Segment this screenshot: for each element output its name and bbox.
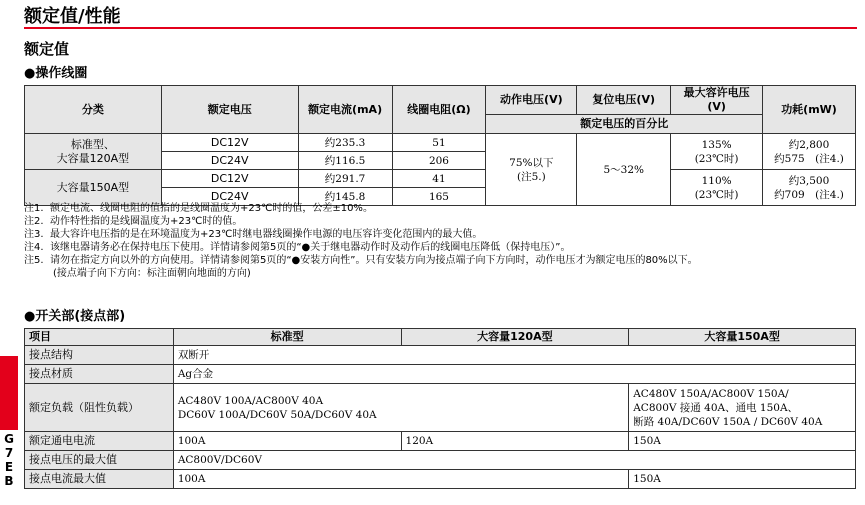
note-text: 动作特性指的是线圈温度为+23℃时的值。 <box>50 216 243 227</box>
row-value: AC800V/DC60V <box>173 451 855 470</box>
header-rated-current: 额定电流(mA) <box>298 86 392 134</box>
max-voltage-value: 110% <box>701 174 732 187</box>
side-product-code: G7EB <box>4 432 14 488</box>
row-value: Ag合金 <box>173 365 855 384</box>
row-value: 120A <box>401 432 629 451</box>
note-number: 注3. <box>24 229 44 240</box>
current-cell: 约145.8 <box>298 188 392 206</box>
note-number: 注2. <box>24 216 44 227</box>
notes-block <box>24 202 698 280</box>
rated-load-line: AC480V 150A/AC800V 150A/ <box>633 387 789 400</box>
side-tab <box>0 356 18 430</box>
power-value: 约2,800 <box>788 138 830 151</box>
power-cell <box>763 170 856 206</box>
table-row <box>25 134 856 152</box>
note-number: 注4. <box>24 242 44 253</box>
coil-heading: ●操作线圈 <box>24 66 88 81</box>
operate-voltage-value: 75%以下 <box>509 156 554 169</box>
row-label: 接点电流最大值 <box>25 470 174 489</box>
max-voltage-cell <box>671 134 763 170</box>
row-label: 额定负载（阻性负载） <box>25 384 174 432</box>
header-coil-resistance: 线圈电阻(Ω) <box>392 86 486 134</box>
header-category: 分类 <box>25 86 162 134</box>
power-cell <box>763 134 856 170</box>
category-label: 大容量120A型 <box>56 151 130 165</box>
table-row <box>25 470 856 489</box>
note-text: 额定电流、线圈电阻的值指的是线圈温度为+23℃时的值，公差±10%。 <box>50 203 373 214</box>
header-percent-note: 额定电压的百分比 <box>486 115 763 134</box>
table-row <box>25 346 856 365</box>
rated-load-line: AC480V 100A/AC800V 40A <box>177 394 324 407</box>
power-value: 约3,500 <box>788 174 830 187</box>
note-text: 该继电器请务必在保持电压下使用。详情请参阅第5页的“●关于继电器动作时及动作后的线圈电压降低（保持电压）”。 <box>50 242 571 253</box>
note-line <box>24 202 698 215</box>
resistance-cell: 51 <box>392 134 486 152</box>
operate-voltage-cell <box>486 134 577 206</box>
header-operate-voltage: 动作电压(V) <box>486 86 577 115</box>
table-row <box>25 170 856 188</box>
note-text: 请勿在指定方向以外的方向使用。详情请参阅第5页的“●安装方向性”。只有安装方向为接点端子向下方向时，动作电压才为额定电压的80%以下。 <box>50 255 698 266</box>
note-line <box>24 254 698 267</box>
max-voltage-cell <box>671 170 763 206</box>
resistance-cell: 165 <box>392 188 486 206</box>
release-voltage-cell: 5～32% <box>577 134 671 206</box>
row-label: 接点电压的最大值 <box>25 451 174 470</box>
header-rated-voltage: 额定电压 <box>161 86 298 134</box>
row-value: 150A <box>629 432 856 451</box>
operate-voltage-note: (注5.) <box>516 170 546 183</box>
rated-heading: 额定值 <box>24 40 70 58</box>
table-row <box>25 451 856 470</box>
rated-load-line: AC800V 接通 40A、通电 150A、 <box>633 401 799 414</box>
header-max-voltage: 最大容许电压(V) <box>671 86 763 115</box>
current-cell: 约235.3 <box>298 134 392 152</box>
row-value: 双断开 <box>173 346 855 365</box>
rated-load-line: DC60V 100A/DC60V 50A/DC60V 40A <box>177 408 377 421</box>
note-text: 最大容许电压指的是在环境温度为+23℃时继电器线圈操作电源的电压容许变化范围内的最大值。 <box>50 229 483 240</box>
category-cell <box>25 134 162 170</box>
title-rule <box>24 27 857 29</box>
header-release-voltage: 复位电压(V) <box>577 86 671 115</box>
voltage-cell: DC24V <box>161 152 298 170</box>
page-title: 额定值/性能 <box>24 6 121 27</box>
max-voltage-cond: (23℃时) <box>694 188 739 201</box>
max-voltage-cond: (23℃时) <box>694 152 739 165</box>
note-number: 注5. <box>24 255 44 266</box>
header-standard: 标准型 <box>173 329 401 346</box>
category-cell: 大容量150A型 <box>25 170 162 206</box>
note-number: 注1. <box>24 203 44 214</box>
rated-load-line: 断路 40A/DC60V 150A / DC60V 40A <box>633 415 823 428</box>
table-row <box>25 432 856 451</box>
note-line <box>24 241 698 254</box>
row-label: 接点结构 <box>25 346 174 365</box>
table-row <box>25 384 856 432</box>
voltage-cell: DC12V <box>161 134 298 152</box>
row-value: 100A <box>173 470 628 489</box>
row-label: 额定通电电流 <box>25 432 174 451</box>
row-value <box>173 384 628 432</box>
header-item: 项目 <box>25 329 174 346</box>
current-cell: 约291.7 <box>298 170 392 188</box>
contact-table <box>24 328 856 489</box>
table-row <box>25 365 856 384</box>
current-cell: 约116.5 <box>298 152 392 170</box>
row-value <box>629 384 856 432</box>
header-large120: 大容量120A型 <box>401 329 629 346</box>
category-label: 标准型、 <box>70 137 115 151</box>
contact-heading: ●开关部(接点部) <box>24 309 126 324</box>
coil-table <box>24 85 856 206</box>
row-label: 接点材质 <box>25 365 174 384</box>
row-value: 150A <box>629 470 856 489</box>
voltage-cell: DC12V <box>161 170 298 188</box>
note-continuation: (接点端子向下方向：标注面朝向地面的方向) <box>53 268 251 279</box>
resistance-cell: 41 <box>392 170 486 188</box>
note-line <box>24 228 698 241</box>
header-power: 功耗(mW) <box>763 86 856 134</box>
max-voltage-value: 135% <box>701 138 732 151</box>
note-line <box>24 215 698 228</box>
power-value: 约575 (注4.) <box>774 152 844 165</box>
voltage-cell: DC24V <box>161 188 298 206</box>
resistance-cell: 206 <box>392 152 486 170</box>
power-value: 约709 (注4.) <box>774 188 844 201</box>
row-value: 100A <box>173 432 401 451</box>
header-large150: 大容量150A型 <box>629 329 856 346</box>
